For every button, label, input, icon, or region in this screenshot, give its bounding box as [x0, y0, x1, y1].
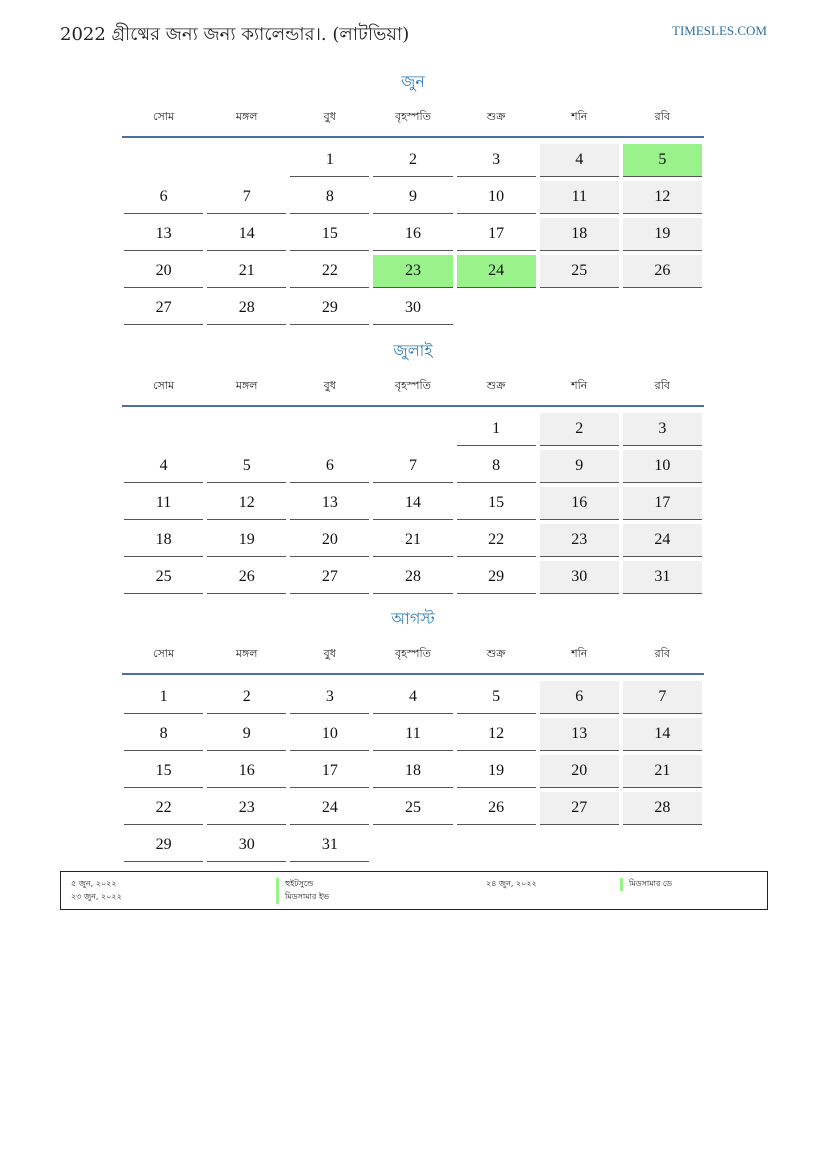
legend-date: ২৩ জুন, ২০২২: [71, 892, 122, 901]
holiday-day-cell: 5: [623, 144, 702, 177]
day-cell: 4: [540, 144, 619, 177]
weekday-label: বৃহস্পতি: [394, 378, 431, 392]
day-cell: 3: [457, 144, 536, 177]
day-cell: 16: [540, 487, 619, 520]
month-august: [122, 607, 704, 864]
day-cell: 6: [540, 681, 619, 714]
legend-holiday-name: মিডসামার ডে: [620, 878, 672, 891]
legend-holiday-name: হুইটসুন্ডে: [276, 878, 314, 891]
weekday-label: সোম: [153, 378, 175, 392]
month-june: [122, 70, 704, 327]
month-title: আগস্ট: [391, 609, 435, 628]
weekday-label: মঙ্গল: [235, 109, 258, 123]
day-cell: 23: [540, 524, 619, 557]
weekday-label: বৃহস্পতি: [394, 646, 431, 660]
weekday-label: সোম: [153, 109, 175, 123]
day-cell: 27: [124, 292, 203, 325]
day-cell: 12: [623, 181, 702, 214]
day-cell: 11: [540, 181, 619, 214]
day-cell: 21: [623, 755, 702, 788]
day-cell: 8: [124, 718, 203, 751]
day-cell: 1: [457, 413, 536, 446]
day-cell: 3: [290, 681, 369, 714]
legend-holiday-name: মিডসামার ইভ: [276, 891, 329, 904]
day-cell: 30: [207, 829, 286, 862]
day-cell: 28: [207, 292, 286, 325]
day-cell: 25: [373, 792, 452, 825]
day-cell: 17: [290, 755, 369, 788]
day-cell: 14: [623, 718, 702, 751]
day-cell: 28: [623, 792, 702, 825]
weekday-label: বুধ: [323, 109, 336, 123]
day-cell: 2: [373, 144, 452, 177]
day-cell: 8: [290, 181, 369, 214]
weekday-header: [122, 641, 704, 675]
weekday-label: মঙ্গল: [235, 646, 258, 660]
day-cell: 7: [207, 181, 286, 214]
day-cell: 5: [457, 681, 536, 714]
day-cell: 2: [207, 681, 286, 714]
empty-cell: [207, 144, 286, 176]
day-cell: 20: [290, 524, 369, 557]
weekday-label: শনি: [571, 646, 588, 660]
day-cell: 17: [623, 487, 702, 520]
day-cell: 18: [124, 524, 203, 557]
weekday-label: রবি: [654, 646, 670, 660]
day-cell: 18: [373, 755, 452, 788]
weekday-label: বুধ: [323, 378, 336, 392]
day-cell: 21: [373, 524, 452, 557]
month-july: [122, 339, 704, 596]
days-grid: [122, 142, 704, 327]
holiday-day-cell: 23: [373, 255, 452, 288]
day-cell: 4: [373, 681, 452, 714]
day-cell: 27: [290, 561, 369, 594]
day-cell: 14: [207, 218, 286, 251]
day-cell: 7: [373, 450, 452, 483]
day-cell: 17: [457, 218, 536, 251]
day-cell: 29: [124, 829, 203, 862]
weekday-label: মঙ্গল: [235, 378, 258, 392]
day-cell: 27: [540, 792, 619, 825]
day-cell: 20: [540, 755, 619, 788]
weekday-label: বৃহস্পতি: [394, 109, 431, 123]
weekday-label: শুক্র: [486, 646, 506, 660]
day-cell: 30: [373, 292, 452, 325]
weekday-label: সোম: [153, 646, 175, 660]
day-cell: 22: [124, 792, 203, 825]
day-cell: 29: [457, 561, 536, 594]
weekday-header: [122, 373, 704, 407]
day-cell: 20: [124, 255, 203, 288]
day-cell: 9: [207, 718, 286, 751]
weekday-label: শুক্র: [486, 378, 506, 392]
day-cell: 19: [457, 755, 536, 788]
day-cell: 11: [124, 487, 203, 520]
day-cell: 1: [290, 144, 369, 177]
day-cell: 22: [290, 255, 369, 288]
legend-date: ৫ জুন, ২০২২: [71, 879, 117, 888]
day-cell: 6: [290, 450, 369, 483]
day-cell: 26: [207, 561, 286, 594]
day-cell: 31: [623, 561, 702, 594]
day-cell: 16: [207, 755, 286, 788]
day-cell: 10: [623, 450, 702, 483]
empty-cell: [124, 413, 203, 445]
weekday-label: রবি: [654, 109, 670, 123]
day-cell: 19: [207, 524, 286, 557]
day-cell: 10: [290, 718, 369, 751]
day-cell: 21: [207, 255, 286, 288]
site-link[interactable]: TIMESLES.COM: [672, 23, 767, 38]
day-cell: 18: [540, 218, 619, 251]
day-cell: 9: [373, 181, 452, 214]
day-cell: 1: [124, 681, 203, 714]
weekday-label: শনি: [571, 109, 588, 123]
day-cell: 22: [457, 524, 536, 557]
day-cell: 16: [373, 218, 452, 251]
empty-cell: [373, 413, 452, 445]
day-cell: 13: [290, 487, 369, 520]
page-title: 2022 গ্রীষ্মের জন্য জন্য ক্যালেন্ডার।. (লাটভিয়া): [60, 24, 410, 45]
empty-cell: [207, 413, 286, 445]
weekday-label: বুধ: [323, 646, 336, 660]
day-cell: 19: [623, 218, 702, 251]
day-cell: 28: [373, 561, 452, 594]
day-cell: 15: [124, 755, 203, 788]
day-cell: 9: [540, 450, 619, 483]
day-cell: 24: [623, 524, 702, 557]
day-cell: 15: [457, 487, 536, 520]
legend-date: ২৪ জুন, ২০২২: [486, 879, 537, 888]
day-cell: 29: [290, 292, 369, 325]
day-cell: 25: [540, 255, 619, 288]
day-cell: 10: [457, 181, 536, 214]
days-grid: [122, 679, 704, 864]
day-cell: 15: [290, 218, 369, 251]
holiday-day-cell: 24: [457, 255, 536, 288]
weekday-header: [122, 104, 704, 138]
day-cell: 13: [540, 718, 619, 751]
day-cell: 2: [540, 413, 619, 446]
day-cell: 3: [623, 413, 702, 446]
day-cell: 11: [373, 718, 452, 751]
day-cell: 7: [623, 681, 702, 714]
day-cell: 13: [124, 218, 203, 251]
day-cell: 12: [207, 487, 286, 520]
weekday-label: শুক্র: [486, 109, 506, 123]
day-cell: 26: [457, 792, 536, 825]
day-cell: 14: [373, 487, 452, 520]
holiday-legend: [60, 871, 768, 910]
day-cell: 8: [457, 450, 536, 483]
empty-cell: [124, 144, 203, 176]
month-title: জুলাই: [393, 341, 433, 360]
month-title: জুন: [401, 72, 425, 91]
day-cell: 26: [623, 255, 702, 288]
day-cell: 31: [290, 829, 369, 862]
day-cell: 6: [124, 181, 203, 214]
days-grid: [122, 411, 704, 596]
day-cell: 24: [290, 792, 369, 825]
weekday-label: শনি: [571, 378, 588, 392]
day-cell: 30: [540, 561, 619, 594]
day-cell: 12: [457, 718, 536, 751]
day-cell: 5: [207, 450, 286, 483]
day-cell: 4: [124, 450, 203, 483]
day-cell: 25: [124, 561, 203, 594]
empty-cell: [290, 413, 369, 445]
day-cell: 23: [207, 792, 286, 825]
weekday-label: রবি: [654, 378, 670, 392]
